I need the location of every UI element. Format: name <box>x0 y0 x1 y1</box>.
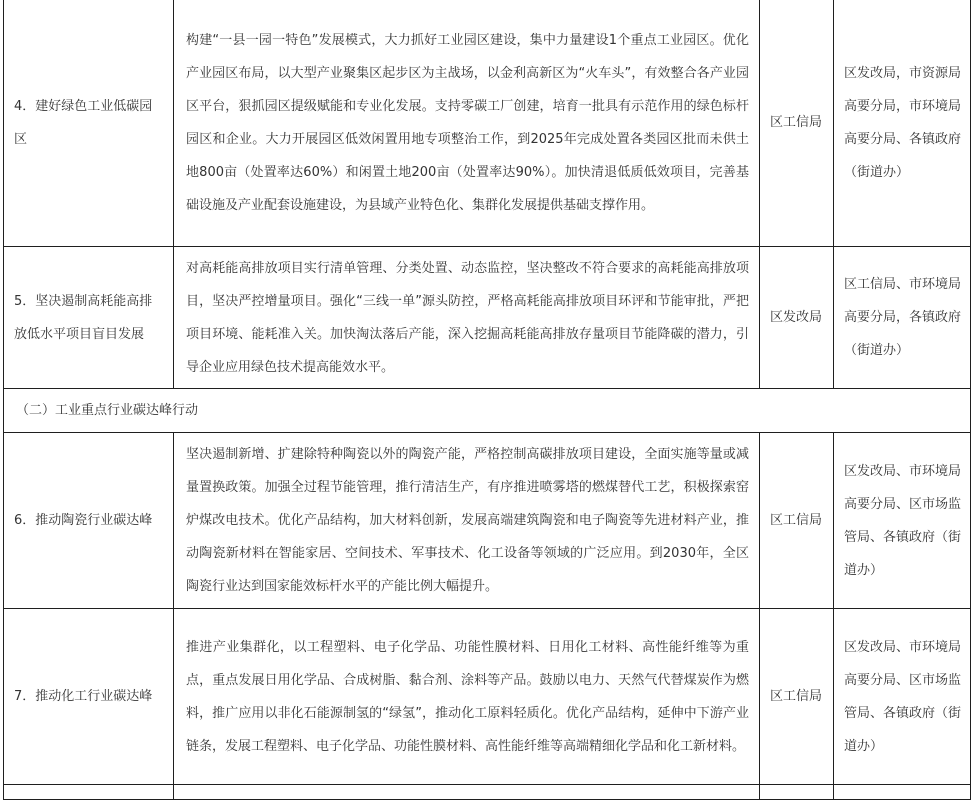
description-cell: 坚决遏制新增、扩建除特种陶瓷以外的陶瓷产能，严格控制高碳排放项目建设，全面实施等量或减量置换政策。加强全过程节能管理，推行清洁生产，有序推进喷雾塔的燃煤替代工艺，积极探索窑炉煤改电技术。优化产品结构，加大材料创新，发展高端建筑陶瓷和电子陶瓷等先进材料产业，推动陶瓷新材料在智能家居、空间技术、军事技术、化工设备等领域的广泛应用。到2030年，全区陶瓷行业达到国家能效标杆水平的产能比例大幅提升。 <box>174 433 760 609</box>
lead-unit-cell: 区工信局 <box>760 433 834 609</box>
action-plan-table <box>3 0 971 800</box>
task-cell: 4．建好绿色工业低碳园区 <box>4 0 174 247</box>
section-heading-row <box>4 389 971 433</box>
next-row-partial <box>4 785 971 800</box>
empty-cell <box>760 785 834 800</box>
empty-cell <box>4 785 174 800</box>
lead-unit-cell: 区工信局 <box>760 0 834 247</box>
description-cell: 对高耗能高排放项目实行清单管理、分类处置、动态监控，坚决整改不符合要求的高耗能高排放项目，坚决严控增量项目。强化“三线一单”源头防控，严格高耗能高排放项目环评和节能审批，严把项目环境、能耗准入关。加快淘汰落后产能，深入挖掘高耗能高排放存量项目节能降碳的潜力，引导企业应用绿色技术提高能效水平。 <box>174 247 760 389</box>
task-cell: 6．推动陶瓷行业碳达峰 <box>4 433 174 609</box>
cooperating-units-cell: 区发改局、市环境局高要分局、区市场监管局、各镇政府（街道办） <box>834 609 971 785</box>
table-row <box>4 433 971 609</box>
section-heading: （二）工业重点行业碳达峰行动 <box>4 389 971 433</box>
description-cell: 推进产业集群化，以工程塑料、电子化学品、功能性膜材料、日用化工材料、高性能纤维等为重点，重点发展日用化学品、合成树脂、黏合剂、涂料等产品。鼓励以电力、天然气代替煤炭作为燃料，推广应用以非化石能源制氢的“绿氢”，推动化工原料轻质化。优化产品结构，延伸中下游产业链条，发展工程塑料、电子化学品、功能性膜材料、高性能纤维等高端精细化学品和化工新材料。 <box>174 609 760 785</box>
cooperating-units-cell: 区发改局，市资源局高要分局，市环境局高要分局、各镇政府（街道办） <box>834 0 971 247</box>
task-cell: 5．坚决遏制高耗能高排放低水平项目盲目发展 <box>4 247 174 389</box>
table-row <box>4 609 971 785</box>
task-cell: 7．推动化工行业碳达峰 <box>4 609 174 785</box>
description-cell: 构建“一县一园一特色”发展模式，大力抓好工业园区建设，集中力量建设1个重点工业园区。优化产业园区布局，以大型产业聚集区起步区为主战场，以金利高新区为“火车头”，有效整合各产业园区平台，狠抓园区提级赋能和专业化发展。支持零碳工厂创建，培育一批具有示范作用的绿色标杆园区和企业。大力开展园区低效闲置用地专项整治工作，到2025年完成处置各类园区批而未供土地800亩（处置率达60%）和闲置土地200亩（处置率达90%）。加快清退低质低效项目，完善基础设施及产业配套设施建设，为县域产业特色化、集群化发展提供基础支撑作用。 <box>174 0 760 247</box>
lead-unit-cell: 区工信局 <box>760 609 834 785</box>
table-row <box>4 247 971 389</box>
lead-unit-cell: 区发改局 <box>760 247 834 389</box>
cooperating-units-cell: 区发改局、市环境局高要分局、区市场监管局、各镇政府（街道办） <box>834 433 971 609</box>
empty-cell <box>174 785 760 800</box>
table-row <box>4 0 971 247</box>
empty-cell <box>834 785 971 800</box>
cooperating-units-cell: 区工信局、市环境局高要分局，各镇政府（街道办） <box>834 247 971 389</box>
